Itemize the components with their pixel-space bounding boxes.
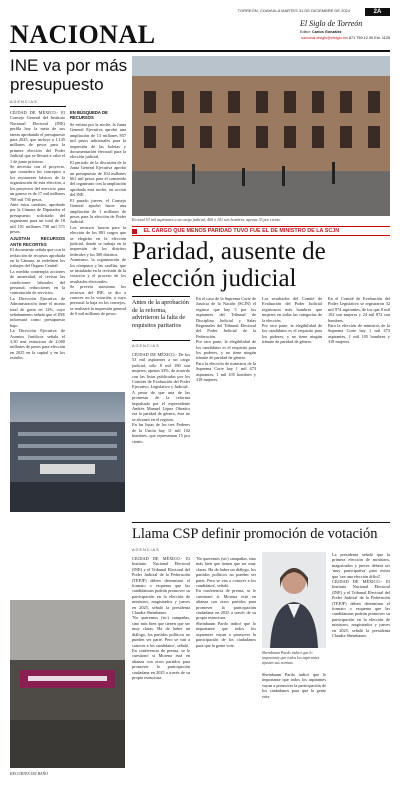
story2-p5b: Por otra parte, la elegibilidad de los candidatos es el requisito para los poderes, y no tiene ningún trámite de paridad de género.: [262, 323, 322, 345]
story3-p2: 'No queremos (sic) campañas, sino más bien que tienen que ser muy claras. Ha de haber un diálogo, los partidos políticos no pueden ser parte. Pero se van a conocer a los candidatos', señaló.: [132, 615, 190, 648]
story1-col1-p3: Ante estos cambios, aprobado por la Cámara de Diputados el presupuesto solicitado del organismo para un total de 18 mil 101 millones 738 mil 571 pesos.: [10, 201, 65, 234]
editor-name: Carlos González: [312, 30, 342, 34]
editor-label: Editor:: [300, 30, 311, 34]
story3-p5: La presidenta señaló que la primera elección de ministros, magistrados y jueces deberá ser 'muy participativa' para evitar que 'sea una elección difícil'.: [332, 552, 390, 579]
newspaper-logo: El Siglo de Torreón: [300, 19, 363, 28]
story2-p1: CIUDAD DE MÉXICO.- De los 53 mil aspirantes a un cargo judicial, sólo 8 mil 180 son mujeres, apenas 33%, de acuerdo con las listas publicadas por los Comités de Evaluación del Poder Ejecutivo, Legislativo y Judicial.: [132, 352, 190, 390]
story3-byline: AGENCIAS: [132, 548, 160, 552]
ine-sign-photo: [10, 600, 125, 768]
ine-building-photo: [10, 392, 125, 512]
story1-col1-p2: Se necesita con el proyecto, que considera los conceptos a los reyunwees básicos de la organización de esta elección, a los proyectos del eiercicio para un grueso es de 17 mil millones 768 mil 736 pesos.: [10, 164, 65, 202]
story3-column2: [196, 556, 256, 792]
story2-p3: En las listas de los tres Poderes de la Unión hay 11 mil 102 hombres, que representan 15 por ciento.: [132, 422, 190, 444]
email-link[interactable]: nacional.elsiglo@elsiglo.mx: [301, 36, 348, 40]
story1-col2-p6: Se preveía asimismo los recursos del INE, se dio a conocer en la votación, a cuyo personal la baja en los consejos, se realizará la impresión general de 6 mil millones de pesos.: [70, 284, 126, 317]
scjn-photo-caption: En total 53 mil aspirantes a un cargo judicial, 460 ó 101 son hombres, apenas 33 por ciento.: [132, 217, 281, 222]
story3-p3b: En conferencia de prensa, se le cuestionó si Morena está en alianza con otros partidos para promover la participación ciudadana en 2025 a través de su propia estructura.: [196, 588, 256, 621]
section-title: NACIONAL: [10, 20, 156, 49]
story2-headline: [132, 238, 390, 292]
sheinbaum-portrait: [262, 552, 326, 648]
story2-p7: Los resultados del Comité de Evaluación del Poder Judicial registraron más hombres que mujeres en todas las categorías de la elección.: [262, 296, 322, 323]
story1-col2-p2: El periodo de la discusión de la Junta General Ejecutiva aprobó un presupuesto de 104 millones 661 mil pesos para el contenido del organismo con la ampliación aprobada esta noche, en acción del INE.: [70, 159, 126, 198]
story1-subhead2: AJUSTAN RECURSOS ANTE RECORTES: [10, 236, 65, 247]
story1-column2: [70, 122, 126, 372]
story1-col1b-p4: La Dirección Ejecutiva de Asuntos Jurídicos señala el 3,30 una estructura de 2,000 millones de pesos para elección en 2025 en la capital y en los estados.: [10, 328, 65, 361]
story2-kicker: [132, 226, 390, 236]
story1-sidebar-title: EN BÚSQUEDA DE RECURSOS: [70, 110, 108, 120]
scjn-building-illustration: [132, 56, 390, 216]
story1-byline: AGENCIAS: [10, 100, 38, 104]
story2-pullquote: Antes de la aprobación de la reforma, advirtieron la falta de requisitos paritarios: [132, 299, 189, 329]
story2-headline-line2: elección judicial: [132, 265, 297, 292]
story2-column2: [196, 296, 256, 517]
story3-p3: En conferencia de prensa, se le cuestionó si Morena está en alianza con otros partidos para promover la participación ciudadana en 2025 a través de su propia estructura.: [132, 647, 190, 680]
story3-top-rule: [132, 522, 390, 523]
page-number: 2A: [373, 9, 382, 15]
story1-headline-line1: INE va por más: [10, 56, 128, 75]
story1-column1: [10, 110, 65, 390]
story2-p6b: Para la elección de ministros de la Suprema Corte hay 1 mil 473 aspirantes, 1 mil 105 hombres y 318 mujeres.: [328, 323, 390, 345]
story2-p2: A pesar de que una de las promesas de la reforma impulsada por el expresidente Andrés Manuel López Obrador era la paridad de género, ésta no se alcanzó en el registro.: [132, 389, 190, 422]
sheinbaum-photo: [262, 552, 326, 648]
ine-sign-caption: RECORTES SIN BAÑO: [10, 771, 48, 776]
story2-p8: En el Comité de Evaluación del Poder Legislativo se registraron 32 mil 974 aspirantes, de los que 8 mil 102 son mujeres y 24 mil 872 son hombres.: [328, 296, 390, 323]
story2-kicker-square: [132, 229, 137, 234]
contact-line: [232, 36, 390, 40]
date-line: TORREÓN, COAHUILA MARTES 31 DE DICIEMBRE DE 2024: [237, 8, 350, 13]
story1-col2-p5: Asimismo, la organización de los cómputos y las casillas, que se instalarán en la revisión de la votación y el proceso de los resultados electorales.: [70, 257, 126, 284]
story3-column1: [132, 556, 190, 792]
ine-sign-illustration: [10, 600, 125, 768]
masthead: [10, 8, 390, 48]
story1-col1b-p2: La medida contempla acciones de austeridad, el revisar las condiciones laborales del personal, reducciones en la contratación de servicios.: [10, 268, 65, 296]
story2-p5: Por otra parte, la elegibilidad de los candidatos es el requisito para los poderes, y no tiene ningún trámite de paridad de género.: [196, 339, 256, 361]
story3-column3: [262, 672, 326, 792]
story1-col2-p4: Los recursos fueron para la elección de los 881 cargos que se elegirán en la elección judicial, donde se trabaja en la impresión de los distritos federales y los 300 distritos.: [70, 224, 126, 257]
page-number-badge: [365, 8, 390, 16]
story2-column3: [262, 296, 322, 517]
masthead-rule: [10, 50, 390, 52]
pullquote-rule-top: [132, 296, 190, 297]
ine-building-illustration: [10, 392, 125, 512]
editor-line: [300, 30, 342, 34]
story3-p4: Sheinbaum Pardo indicó que lo importante que todos los aspirantes vayan a promover la participación de los ciudadanos para que la gente vote.: [262, 672, 326, 699]
scjn-building-photo: [132, 56, 390, 216]
story1-col1-p1: CIUDAD DE MÉXICO.- El Consejo General del Instituto Nacional Electoral (INE) perfila hoy la meta de sus tareas aprobando el presupuesto para 2025, que incluye a 1,145 millones de pesos para la primera elección del Poder Judicial que se llevará a cabo el 1 de junio próximo.: [10, 110, 65, 164]
story1-col2-p3: El pasado jueves, el Consejo General aprobó hacer una ampliación de 1 millones de pesos para la elección de Poder Judicial.: [70, 197, 126, 225]
story3-p1: CIUDAD DE MÉXICO.- El Instituto Nacional Electoral (INE) y el Tribunal Electoral del Poder Judicial de la Federación (TEPJF) deben determinar el formato o esquema que las candidaturas podrán promover su participación en la elección de ministros, magistrados y jueces en 2025, señaló la presidenta Claudia Sheinbaum.: [132, 556, 190, 616]
pullquote-rule-bottom: [132, 340, 190, 341]
story2-headline-line1: Paridad, ausente de: [132, 238, 326, 265]
sheinbaum-photo-caption: Sheinbaum Pardo indicó que lo importante que todos los aspirantes ajusten sus normas.: [262, 650, 320, 665]
story1-col1b-p3: La Dirección Ejecutiva de Administración tiene el monto total de gasto en 12%, cuyo señalamiento señala que el INE informará como presupuesto bajo.: [10, 295, 65, 328]
story2-column4: [328, 296, 390, 517]
story1-headline-line2: presupuesto: [10, 75, 104, 94]
phone: 871 759 12 00 Ext. 1125: [348, 36, 390, 40]
story3-p1b: CIUDAD DE MÉXICO.- El Instituto Nacional Electoral (INE) y el Tribunal Electoral del Poder Judicial de la Federación (TEPJF) deben determinar el formato o esquema que las candidaturas podrán promover su participación en la elección de ministros, magistrados y jueces en 2025, señaló la presidenta Claudia Sheinbaum.: [332, 579, 390, 639]
story2-byline: AGENCIAS: [132, 344, 160, 348]
story3-p4b: Sheinbaum Pardo indicó que lo importante que todos los aspirantes vayan a promover la participación de los ciudadanos para que la gente vote.: [196, 620, 256, 648]
story1-col2-p1: Se estima por la noche, la Junta General Ejecutiva aprobó una ampliación de 13 millones 857 mil pesos adicionales para la impresión de las boletas y documentación electoral para la elección judicial.: [70, 122, 126, 160]
story3-headline: Llama CSP definir promoción de votación: [132, 526, 378, 542]
story1-byline-rule: [10, 106, 66, 107]
story2-p6: Para la elección de ministros de la Suprema Corte hay 1 mil 473 aspirantes, 1 mil 105 hombres y 318 mujeres.: [196, 360, 256, 383]
story2-column1: [132, 352, 190, 517]
story2-kicker-text: EL CARGO QUE MENOS PARIDAD TUVO FUE EL DE MINISTRO DE LA SCJN: [143, 228, 340, 234]
story3-column4: [332, 552, 390, 792]
story2-p4: En el caso de la Suprema Corte de Justicia de la Nación (SCJN) el registro que hay 5 por los aspirantes del Tribunal de Disciplina Judicial y Salas Regionales del Tribunal Electoral del Poder Judicial de la Federación.: [196, 296, 256, 339]
story3-p2b: 'No queremos (sic) campañas, sino más bien que tienen que ser muy claras. Ha de haber un diálogo, los partidos políticos no pueden ser parte. Pero se van a conocer a los candidatos', señaló.: [196, 556, 256, 589]
story1-col1b-p1: El documento señala que con la reducción de recursos aprobada en la Cámara, se redefinen los trabajos del Órgano Central.: [10, 247, 65, 269]
